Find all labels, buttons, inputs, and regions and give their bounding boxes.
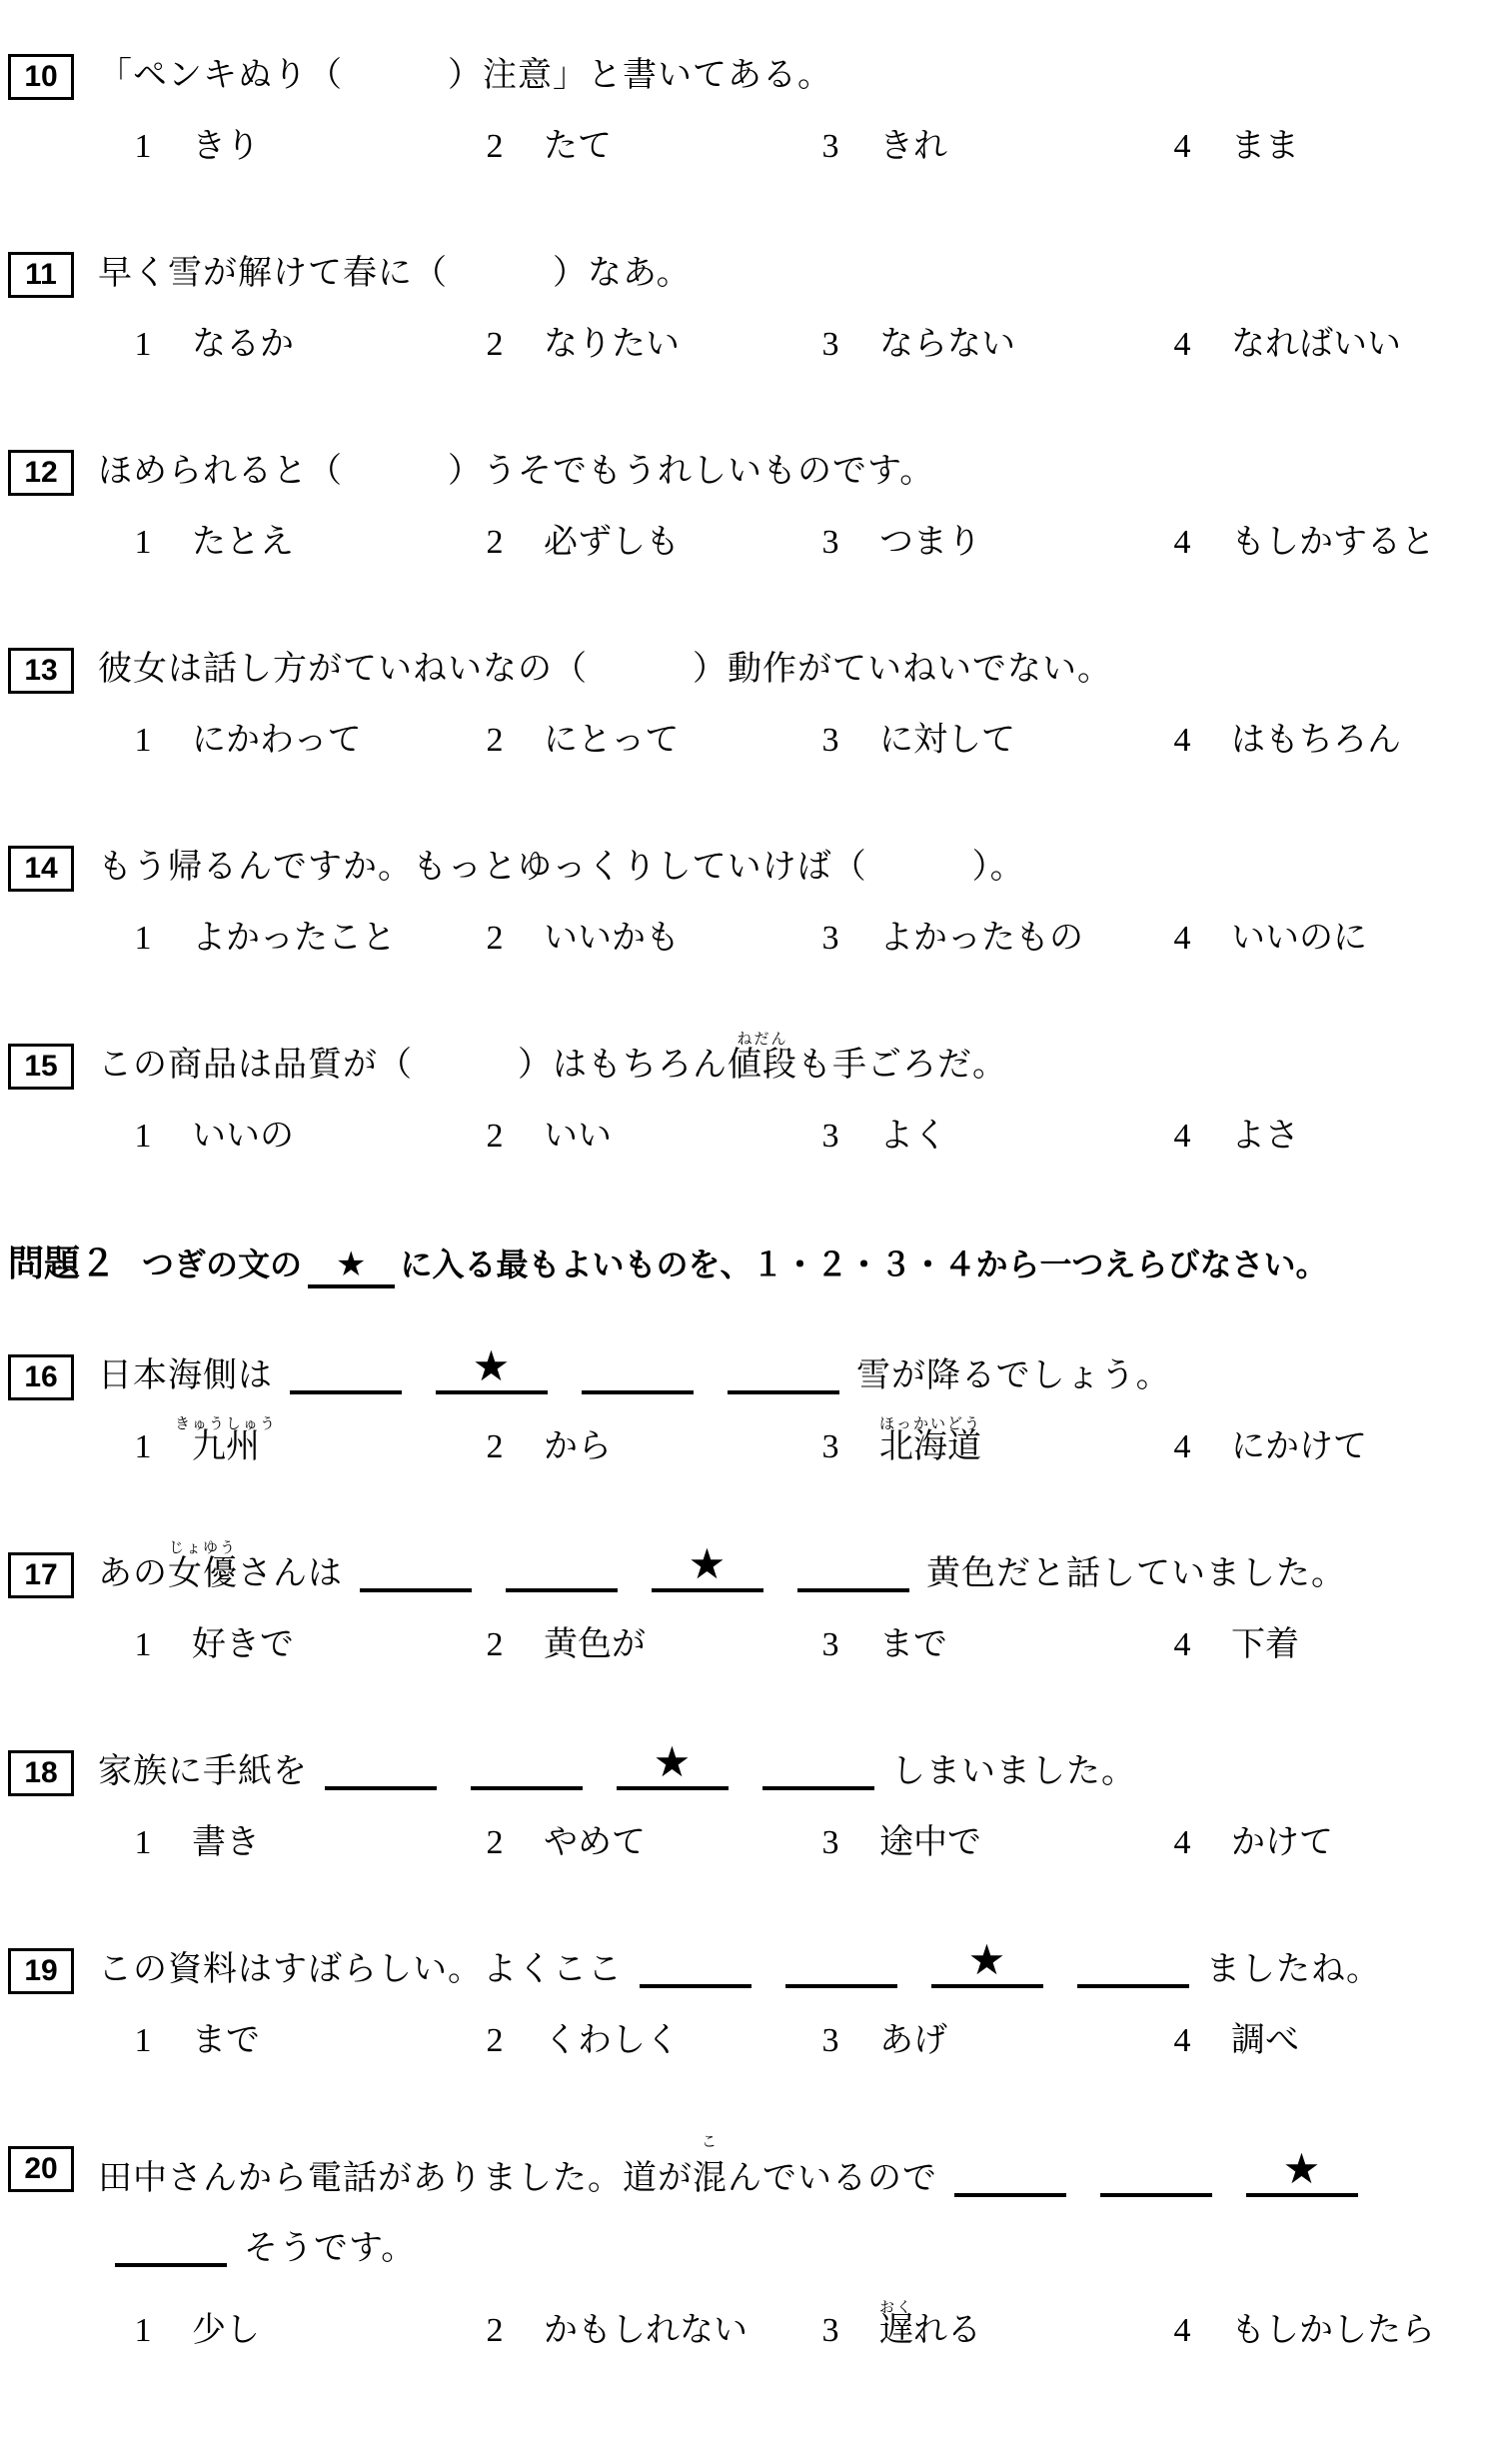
option-label: やめて (544, 1824, 646, 1861)
option-label: にとって (544, 722, 680, 759)
blank-underline (954, 2191, 1066, 2197)
question-row (8, 52, 1469, 100)
blank-underline (115, 2261, 227, 2267)
options-row (8, 1624, 1469, 1666)
question-number-box: 12 (8, 450, 74, 496)
option-label: おく 遅れる (879, 2312, 981, 2349)
option-2 (482, 2020, 817, 2062)
question-number-box: 15 (8, 1044, 74, 1090)
option-1 (130, 2020, 482, 2062)
question-14 (8, 844, 1469, 960)
question-16 (8, 1344, 1469, 1468)
option-3 (817, 1416, 1169, 1468)
option-3 (817, 324, 1169, 366)
heading-post-text: に入る最もよいものを、１・２・３・４から一つえらびなさい。 (400, 1246, 1328, 1282)
option-3 (817, 1822, 1169, 1864)
option-1 (130, 324, 482, 366)
section-label: 問題２ (8, 1242, 117, 1283)
option-label: たとえ (192, 524, 294, 561)
option-3 (817, 2020, 1169, 2062)
option-4 (1169, 1822, 1469, 1864)
question-row (8, 1032, 1469, 1090)
star-icon: ★ (967, 1938, 1007, 1984)
option-label: きれ (879, 128, 947, 165)
option-number: 2 (486, 128, 504, 165)
option-label: にかわって (192, 722, 362, 759)
question-number-box: 11 (8, 252, 74, 298)
option-label: まま (1231, 128, 1299, 165)
option-number: 2 (486, 1626, 504, 1663)
option-number: 2 (486, 1824, 504, 1861)
option-label: なるか (192, 326, 294, 363)
option-label: 調べ (1231, 2022, 1299, 2059)
option-label: まで (879, 1626, 947, 1663)
option-label: 黄色が (544, 1626, 646, 1663)
option-label: から (544, 1428, 612, 1465)
question-number-box: 20 (8, 2146, 74, 2192)
option-number: 2 (486, 326, 504, 363)
option-number: 3 (821, 1626, 839, 1663)
option-number: 2 (486, 2022, 504, 2059)
option-label: よく (879, 1118, 947, 1155)
question-row (8, 1740, 1469, 1796)
blank-underline (471, 1784, 583, 1790)
option-number: 4 (1173, 2022, 1191, 2059)
option-number: 1 (134, 2312, 152, 2349)
option-1 (130, 720, 482, 762)
option-label: いい (544, 1118, 612, 1155)
option-number: 4 (1173, 524, 1191, 561)
option-1 (130, 1416, 482, 1468)
option-2 (482, 126, 817, 168)
option-number: 2 (486, 1118, 504, 1155)
blank-underline (325, 1784, 437, 1790)
option-label: よさ (1231, 1118, 1299, 1155)
section-heading-mondai-2 (8, 1239, 1469, 1288)
option-2 (482, 918, 817, 960)
option-number: 3 (821, 524, 839, 561)
ruby-annotated-text: きゅうしゅう 九州 (174, 1416, 278, 1465)
option-number: 2 (486, 1428, 504, 1465)
question-number-box: 17 (8, 1552, 74, 1598)
question-sentence: この資料はすばらしい。よくここ ★ ましたね。 (98, 1938, 1381, 1988)
option-number: 4 (1173, 722, 1191, 759)
option-label: いいの (192, 1118, 294, 1155)
option-number: 2 (486, 524, 504, 561)
options-row (8, 918, 1469, 960)
option-4 (1169, 1116, 1469, 1158)
option-number: 1 (134, 1824, 152, 1861)
option-label: もしかしたら (1231, 2312, 1435, 2349)
question-number-box: 16 (8, 1354, 74, 1400)
option-2 (482, 1116, 817, 1158)
question-number-box: 10 (8, 54, 74, 100)
option-number: 1 (134, 524, 152, 561)
option-number: 3 (821, 1118, 839, 1155)
star-icon: ★ (308, 1244, 394, 1288)
option-label: なればいい (1231, 326, 1401, 363)
blank-underline (582, 1388, 694, 1394)
options-row (8, 2020, 1469, 2062)
option-label (174, 1416, 278, 1465)
option-number: 3 (821, 920, 839, 957)
question-sentence: 田中さんから電話がありました。道が こ 混んでいるので ★ そうです。 (98, 2144, 1375, 2284)
option-3 (817, 522, 1169, 564)
option-number: 1 (134, 920, 152, 957)
question-10 (8, 52, 1469, 168)
options-row (8, 1116, 1469, 1158)
question-13 (8, 646, 1469, 762)
blank-underline (762, 1784, 874, 1790)
ruby-annotated-text: ねだん 値段 (728, 1032, 797, 1084)
question-number-box: 18 (8, 1750, 74, 1796)
option-1 (130, 1116, 482, 1158)
option-1 (130, 918, 482, 960)
option-label: きり (192, 128, 260, 165)
star-icon: ★ (653, 1740, 693, 1786)
question-sentence: ほめられると（ ）うそでもうれしいものです。 (98, 453, 935, 490)
option-4 (1169, 1426, 1469, 1468)
heading-pre-text: つぎの文の (142, 1246, 303, 1282)
option-number: 4 (1173, 1118, 1191, 1155)
question-row (8, 1938, 1469, 1994)
option-label: よかったこと (192, 920, 396, 957)
option-2 (482, 1624, 817, 1666)
question-number-box: 13 (8, 648, 74, 694)
option-label: まで (192, 2022, 260, 2059)
furigana: おく (878, 2300, 914, 2316)
option-number: 1 (134, 1626, 152, 1663)
blank-underline (506, 1586, 618, 1592)
question-number-box: 19 (8, 1948, 74, 1994)
option-number: 4 (1173, 1626, 1191, 1663)
option-label: よかったもの (879, 920, 1083, 957)
question-number-box: 14 (8, 846, 74, 892)
option-number: 2 (486, 920, 504, 957)
blank-underline (640, 1982, 751, 1988)
option-label: あげ (879, 2022, 947, 2059)
option-number: 4 (1173, 920, 1191, 957)
furigana: きゅうしゅう (174, 1416, 278, 1432)
option-3 (817, 720, 1169, 762)
option-number: 1 (134, 722, 152, 759)
option-1 (130, 126, 482, 168)
blank-underline (1246, 2147, 1358, 2197)
option-1 (130, 2310, 482, 2352)
option-label: にかけて (1231, 1428, 1367, 1465)
blank-underline (652, 1542, 763, 1592)
question-row (8, 646, 1469, 694)
question-sentence: この商品は品質が（ ）はもちろん ねだん 値段も手ごろだ。 (98, 1042, 1007, 1090)
blank-underline (617, 1740, 729, 1790)
ruby-annotated-text: じょゆう 女優 (168, 1540, 238, 1592)
options-row (8, 1822, 1469, 1864)
star-icon: ★ (688, 1542, 728, 1588)
option-label: かもしれない (544, 2312, 748, 2349)
option-3 (817, 1116, 1169, 1158)
option-3 (817, 2300, 1169, 2352)
options-row (8, 1416, 1469, 1468)
option-number: 4 (1173, 128, 1191, 165)
question-sentence: 彼女は話し方がていねいなの（ ）動作がていねいでない。 (98, 651, 1112, 688)
option-label: いいのに (1231, 920, 1367, 957)
option-number: 3 (821, 722, 839, 759)
option-label: たて (544, 128, 612, 165)
option-2 (482, 324, 817, 366)
option-number: 2 (486, 2312, 504, 2349)
option-label: かけて (1231, 1824, 1333, 1861)
options-row (8, 2300, 1469, 2352)
question-12 (8, 448, 1469, 564)
question-sentence: あの じょゆう 女優さんは ★ 黄色だと話していました。 (98, 1550, 1346, 1598)
option-1 (130, 522, 482, 564)
option-2 (482, 720, 817, 762)
option-1 (130, 1822, 482, 1864)
options-row (8, 126, 1469, 168)
option-number: 4 (1173, 2312, 1191, 2349)
option-label: に対して (879, 722, 1015, 759)
question-19 (8, 1938, 1469, 2062)
option-number: 3 (821, 1824, 839, 1861)
question-row (8, 448, 1469, 496)
option-1 (130, 1624, 482, 1666)
option-4 (1169, 2310, 1469, 2352)
option-label: いいかも (544, 920, 680, 957)
option-2 (482, 2310, 817, 2352)
question-row (8, 1344, 1469, 1400)
question-sentence: 家族に手紙を ★ しまいました。 (98, 1740, 1136, 1790)
option-label: 好きで (192, 1626, 294, 1663)
blank-underline (797, 1586, 909, 1592)
option-number: 3 (821, 326, 839, 363)
option-4 (1169, 522, 1469, 564)
options-row (8, 522, 1469, 564)
blank-underline (785, 1982, 897, 1988)
option-4 (1169, 2020, 1469, 2062)
blank-underline (1100, 2191, 1212, 2197)
option-number: 1 (134, 2022, 152, 2059)
question-row (8, 250, 1469, 298)
option-3 (817, 918, 1169, 960)
question-row (8, 2134, 1469, 2284)
question-15 (8, 1032, 1469, 1158)
question-row (8, 844, 1469, 892)
option-3 (817, 1624, 1169, 1666)
option-label: 必ずしも (544, 524, 680, 561)
option-label: つまり (879, 524, 981, 561)
option-2 (482, 522, 817, 564)
option-label: なりたい (544, 326, 680, 363)
option-3 (817, 126, 1169, 168)
option-label (878, 1416, 982, 1465)
option-number: 3 (821, 2312, 839, 2349)
question-17 (8, 1540, 1469, 1666)
star-icon: ★ (472, 1344, 512, 1390)
ruby-annotated-text: こ 混 (693, 2134, 728, 2197)
furigana: こ (701, 2134, 720, 2150)
star-icon: ★ (1282, 2147, 1322, 2193)
option-label: はもちろん (1231, 722, 1401, 759)
option-2 (482, 1426, 817, 1468)
option-label: 書き (192, 1824, 260, 1861)
option-4 (1169, 126, 1469, 168)
option-number: 3 (821, 128, 839, 165)
option-label: くわしく (544, 2022, 680, 2059)
question-sentence: 「ペンキぬり（ ）注意」と書いてある。 (98, 57, 832, 94)
furigana: じょゆう (168, 1540, 238, 1556)
option-number: 4 (1173, 1428, 1191, 1465)
option-number: 3 (821, 1428, 839, 1465)
option-label: 途中で (879, 1824, 981, 1861)
blank-underline (360, 1586, 472, 1592)
question-18 (8, 1740, 1469, 1864)
option-number: 1 (134, 128, 152, 165)
option-label: もしかすると (1231, 524, 1435, 561)
question-20 (8, 2134, 1469, 2352)
option-label: 下着 (1231, 1626, 1299, 1663)
options-row (8, 324, 1469, 366)
option-number: 2 (486, 722, 504, 759)
blank-underline (931, 1938, 1043, 1988)
blank-underline (1077, 1982, 1189, 1988)
option-number: 1 (134, 1118, 152, 1155)
option-number: 4 (1173, 326, 1191, 363)
option-number: 1 (134, 326, 152, 363)
option-label: 少し (192, 2312, 260, 2349)
blank-underline (728, 1388, 839, 1394)
option-4 (1169, 324, 1469, 366)
option-4 (1169, 720, 1469, 762)
option-label: ならない (879, 326, 1015, 363)
ruby-annotated-text: おく 遅 (878, 2300, 914, 2349)
option-4 (1169, 1624, 1469, 1666)
options-row (8, 720, 1469, 762)
blank-underline (290, 1388, 402, 1394)
question-sentence: 早く雪が解けて春に（ ）なあ。 (98, 255, 692, 292)
option-number: 4 (1173, 1824, 1191, 1861)
option-4 (1169, 918, 1469, 960)
furigana: ねだん (737, 1032, 788, 1048)
option-number: 1 (134, 1428, 152, 1465)
option-2 (482, 1822, 817, 1864)
furigana: ほっかいどう (878, 1416, 982, 1432)
question-sentence: もう帰るんですか。もっとゆっくりしていけば（ ）。 (98, 849, 1025, 886)
question-11 (8, 250, 1469, 366)
blank-underline (436, 1344, 548, 1394)
option-number: 3 (821, 2022, 839, 2059)
question-sentence: 日本海側は ★ 雪が降るでしょう。 (98, 1344, 1171, 1394)
ruby-annotated-text: ほっかいどう 北海道 (878, 1416, 982, 1465)
question-row (8, 1540, 1469, 1598)
